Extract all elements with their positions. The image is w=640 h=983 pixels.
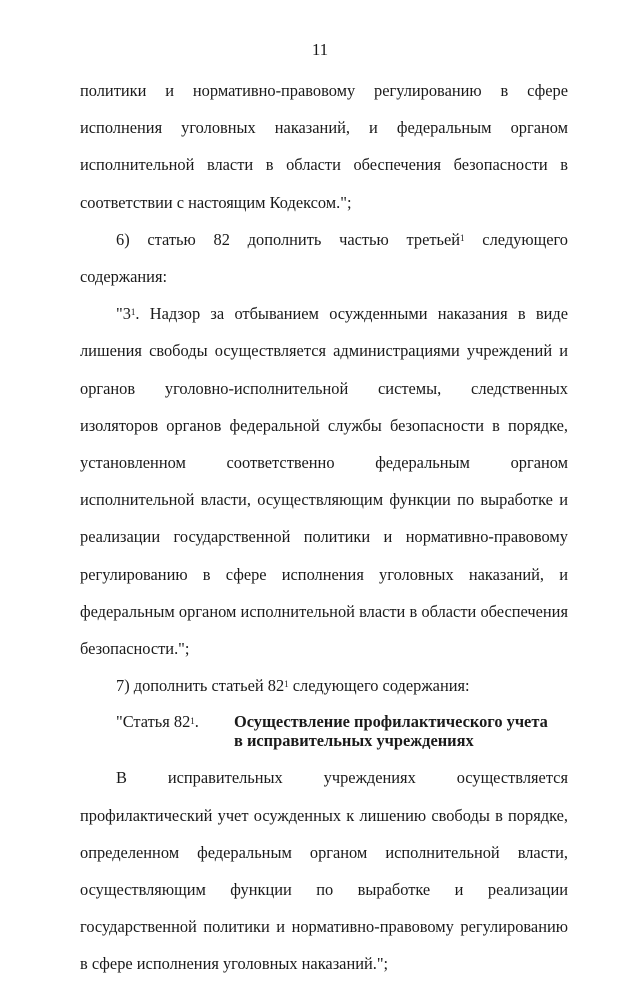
superscript: 1 bbox=[130, 307, 136, 318]
paragraph-item-6-text: 6) статью 82 дополнить частью третьей bbox=[116, 229, 461, 249]
document-body bbox=[80, 72, 568, 983]
article-title-line-1: Осуществление профилактического учета bbox=[234, 712, 548, 732]
superscript: 1 bbox=[284, 679, 289, 690]
paragraph-part-3-1-start: "3 bbox=[116, 304, 131, 324]
paragraph-part-3-1 bbox=[80, 295, 568, 667]
article-label bbox=[80, 713, 234, 750]
paragraph-item-6-text-end: следующего содержания: bbox=[80, 229, 569, 287]
article-title-line-2: в исправительных учреждениях bbox=[234, 730, 474, 750]
paragraph-item-7-text-end: следующего содержания: bbox=[288, 676, 470, 696]
paragraph-item-6 bbox=[80, 221, 568, 295]
paragraph-continuation: политики и нормативно-правовому регулированию в сфере исполнения уголовных наказаний, и федеральным органом исполнительной власти в области обеспечения безопасности в соответствии с настоящим Кодексом."; bbox=[80, 81, 568, 212]
paragraph-part-3-1-text: . Надзор за отбыванием осужденными наказания в виде лишения свободы осуществляется администрациями учреждений и органов уголовно-исполнительной системы, следственных изоляторов органов федеральной службы безопасности в порядке, установленном соответственно федеральным органом исполнительной власти, осуществляющим функции по выработке и реализации государственной политики и нормативно-правовому регулированию в сфере исполнения уголовных наказаний, и федеральным органом исполнительной власти в области обеспечения безопасности."; bbox=[80, 304, 568, 659]
paragraph-article-body: В исправительных учреждениях осуществляется профилактический учет осужденных к лишению свободы в порядке, определенном федеральным органом исполнительной власти, осуществляющим функции по выработке и реализации государственной политики и нормативно-правовому регулированию в сфере исполнения уголовных наказаний."; bbox=[80, 768, 568, 974]
article-title bbox=[234, 713, 548, 750]
paragraph-item-7-text: 7) дополнить статьей 82 bbox=[116, 676, 285, 696]
article-label-dot: . bbox=[194, 712, 199, 732]
superscript: 1 bbox=[190, 716, 195, 727]
superscript: 1 bbox=[460, 232, 465, 243]
paragraph-item-7 bbox=[80, 667, 568, 704]
page-number: 11 bbox=[311, 40, 329, 59]
article-heading bbox=[80, 704, 568, 759]
article-label-text: "Статья 82 bbox=[116, 712, 191, 732]
